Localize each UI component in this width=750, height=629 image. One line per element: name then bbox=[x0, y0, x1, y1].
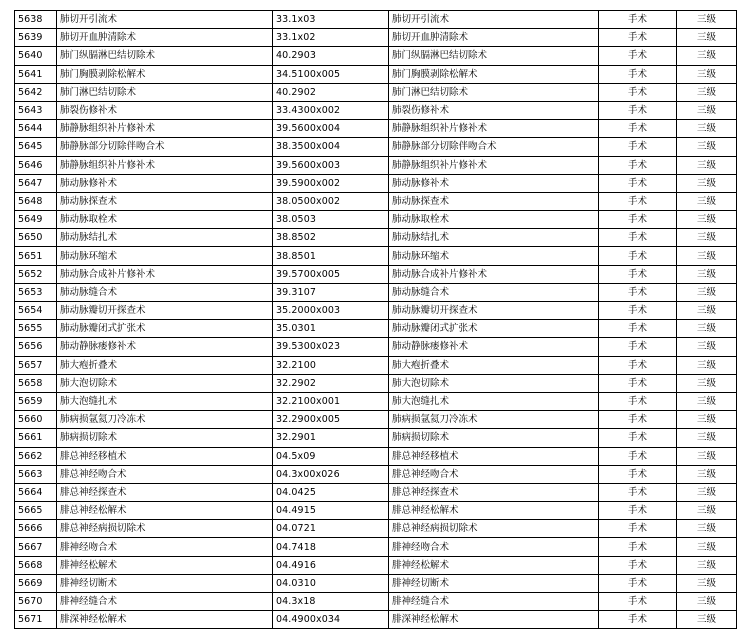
row-type: 手术 bbox=[599, 447, 677, 465]
surgery-code-table bbox=[14, 10, 737, 629]
row-code: 5642 bbox=[15, 83, 57, 101]
row-level: 三级 bbox=[677, 502, 737, 520]
row-level: 三级 bbox=[677, 538, 737, 556]
table-row bbox=[15, 556, 737, 574]
row-name: 腓总神经移植术 bbox=[57, 447, 273, 465]
row-level: 三级 bbox=[677, 447, 737, 465]
row-level: 三级 bbox=[677, 520, 737, 538]
table-row bbox=[15, 338, 737, 356]
table-row bbox=[15, 192, 737, 210]
row-alias: 肺动静脉瘘修补术 bbox=[389, 338, 599, 356]
row-alias: 腓神经切断术 bbox=[389, 574, 599, 592]
table-row bbox=[15, 283, 737, 301]
row-type: 手术 bbox=[599, 192, 677, 210]
row-alias: 肺动脉探查术 bbox=[389, 192, 599, 210]
row-name: 肺病损氩氦刀冷冻术 bbox=[57, 411, 273, 429]
row-icd: 39.5300x023 bbox=[273, 338, 389, 356]
table-row bbox=[15, 11, 737, 29]
row-alias: 肺大疱折叠术 bbox=[389, 356, 599, 374]
row-icd: 38.0500x002 bbox=[273, 192, 389, 210]
row-level: 三级 bbox=[677, 211, 737, 229]
row-level: 三级 bbox=[677, 556, 737, 574]
row-code: 5658 bbox=[15, 374, 57, 392]
row-type: 手术 bbox=[599, 556, 677, 574]
row-code: 5648 bbox=[15, 192, 57, 210]
row-name: 肺静脉部分切除伴吻合术 bbox=[57, 138, 273, 156]
row-type: 手术 bbox=[599, 229, 677, 247]
row-alias: 肺动脉环缩术 bbox=[389, 247, 599, 265]
row-name: 肺大泡缝扎术 bbox=[57, 392, 273, 410]
row-alias: 肺动脉瓣切开探查术 bbox=[389, 302, 599, 320]
row-type: 手术 bbox=[599, 283, 677, 301]
row-type: 手术 bbox=[599, 465, 677, 483]
table-body bbox=[15, 11, 737, 629]
row-name: 肺门纵膈淋巴结切除术 bbox=[57, 47, 273, 65]
row-code: 5640 bbox=[15, 47, 57, 65]
row-icd: 39.5700x005 bbox=[273, 265, 389, 283]
row-name: 肺静脉组织补片修补术 bbox=[57, 120, 273, 138]
row-type: 手术 bbox=[599, 520, 677, 538]
row-type: 手术 bbox=[599, 138, 677, 156]
row-type: 手术 bbox=[599, 411, 677, 429]
row-name: 腓神经切断术 bbox=[57, 574, 273, 592]
table-row bbox=[15, 101, 737, 119]
row-type: 手术 bbox=[599, 265, 677, 283]
row-alias: 肺裂伤修补术 bbox=[389, 101, 599, 119]
row-level: 三级 bbox=[677, 47, 737, 65]
row-alias: 肺大泡切除术 bbox=[389, 374, 599, 392]
row-code: 5645 bbox=[15, 138, 57, 156]
row-code: 5649 bbox=[15, 211, 57, 229]
row-type: 手术 bbox=[599, 65, 677, 83]
row-code: 5653 bbox=[15, 283, 57, 301]
row-type: 手术 bbox=[599, 11, 677, 29]
row-code: 5652 bbox=[15, 265, 57, 283]
row-code: 5656 bbox=[15, 338, 57, 356]
row-type: 手术 bbox=[599, 574, 677, 592]
row-level: 三级 bbox=[677, 83, 737, 101]
row-type: 手术 bbox=[599, 502, 677, 520]
row-alias: 腓神经松解术 bbox=[389, 556, 599, 574]
row-icd: 33.1x02 bbox=[273, 29, 389, 47]
row-name: 肺切开引流术 bbox=[57, 11, 273, 29]
row-name: 肺动脉瓣切开探查术 bbox=[57, 302, 273, 320]
row-level: 三级 bbox=[677, 120, 737, 138]
row-name: 肺动脉合成补片修补术 bbox=[57, 265, 273, 283]
row-code: 5644 bbox=[15, 120, 57, 138]
row-level: 三级 bbox=[677, 338, 737, 356]
table-row bbox=[15, 229, 737, 247]
row-code: 5661 bbox=[15, 429, 57, 447]
row-name: 肺病损切除术 bbox=[57, 429, 273, 447]
row-icd: 32.2100 bbox=[273, 356, 389, 374]
row-alias: 肺病损氩氦刀冷冻术 bbox=[389, 411, 599, 429]
row-alias: 腓总神经探查术 bbox=[389, 483, 599, 501]
row-name: 肺动脉瓣闭式扩张术 bbox=[57, 320, 273, 338]
row-type: 手术 bbox=[599, 356, 677, 374]
row-level: 三级 bbox=[677, 138, 737, 156]
table-row bbox=[15, 611, 737, 629]
row-code: 5655 bbox=[15, 320, 57, 338]
row-icd: 38.8502 bbox=[273, 229, 389, 247]
row-alias: 肺门胸膜剥除松解术 bbox=[389, 65, 599, 83]
row-alias: 肺切开引流术 bbox=[389, 11, 599, 29]
row-code: 5662 bbox=[15, 447, 57, 465]
table-row bbox=[15, 83, 737, 101]
table-row bbox=[15, 47, 737, 65]
table-row bbox=[15, 302, 737, 320]
table-row bbox=[15, 65, 737, 83]
row-type: 手术 bbox=[599, 611, 677, 629]
row-level: 三级 bbox=[677, 429, 737, 447]
table-row bbox=[15, 320, 737, 338]
row-code: 5639 bbox=[15, 29, 57, 47]
row-icd: 40.2903 bbox=[273, 47, 389, 65]
row-icd: 38.8501 bbox=[273, 247, 389, 265]
row-code: 5664 bbox=[15, 483, 57, 501]
row-name: 肺动静脉瘘修补术 bbox=[57, 338, 273, 356]
row-alias: 肺静脉部分切除伴吻合术 bbox=[389, 138, 599, 156]
row-level: 三级 bbox=[677, 156, 737, 174]
row-icd: 35.0301 bbox=[273, 320, 389, 338]
row-type: 手术 bbox=[599, 320, 677, 338]
row-icd: 04.4900x034 bbox=[273, 611, 389, 629]
table-row bbox=[15, 120, 737, 138]
row-level: 三级 bbox=[677, 574, 737, 592]
table-row bbox=[15, 593, 737, 611]
row-level: 三级 bbox=[677, 247, 737, 265]
row-level: 三级 bbox=[677, 29, 737, 47]
row-icd: 33.4300x002 bbox=[273, 101, 389, 119]
row-type: 手术 bbox=[599, 374, 677, 392]
row-icd: 32.2902 bbox=[273, 374, 389, 392]
row-icd: 35.2000x003 bbox=[273, 302, 389, 320]
table-row bbox=[15, 247, 737, 265]
table-row bbox=[15, 429, 737, 447]
row-level: 三级 bbox=[677, 611, 737, 629]
row-alias: 腓神经吻合术 bbox=[389, 538, 599, 556]
row-level: 三级 bbox=[677, 65, 737, 83]
row-icd: 32.2900x005 bbox=[273, 411, 389, 429]
row-icd: 04.0721 bbox=[273, 520, 389, 538]
row-type: 手术 bbox=[599, 174, 677, 192]
row-alias: 肺动脉结扎术 bbox=[389, 229, 599, 247]
row-name: 腓神经缝合术 bbox=[57, 593, 273, 611]
row-code: 5666 bbox=[15, 520, 57, 538]
row-code: 5668 bbox=[15, 556, 57, 574]
row-name: 肺裂伤修补术 bbox=[57, 101, 273, 119]
row-code: 5650 bbox=[15, 229, 57, 247]
row-type: 手术 bbox=[599, 483, 677, 501]
row-type: 手术 bbox=[599, 120, 677, 138]
row-icd: 32.2100x001 bbox=[273, 392, 389, 410]
row-alias: 腓深神经松解术 bbox=[389, 611, 599, 629]
table-row bbox=[15, 538, 737, 556]
row-type: 手术 bbox=[599, 302, 677, 320]
row-code: 5669 bbox=[15, 574, 57, 592]
row-code: 5667 bbox=[15, 538, 57, 556]
row-type: 手术 bbox=[599, 429, 677, 447]
table-row bbox=[15, 156, 737, 174]
row-alias: 腓总神经松解术 bbox=[389, 502, 599, 520]
row-name: 腓深神经松解术 bbox=[57, 611, 273, 629]
table-row bbox=[15, 211, 737, 229]
row-icd: 32.2901 bbox=[273, 429, 389, 447]
row-alias: 腓神经缝合术 bbox=[389, 593, 599, 611]
row-name: 肺动脉结扎术 bbox=[57, 229, 273, 247]
row-type: 手术 bbox=[599, 247, 677, 265]
row-name: 肺动脉探查术 bbox=[57, 192, 273, 210]
row-icd: 04.4916 bbox=[273, 556, 389, 574]
row-type: 手术 bbox=[599, 83, 677, 101]
row-alias: 腓总神经吻合术 bbox=[389, 465, 599, 483]
row-name: 肺动脉修补术 bbox=[57, 174, 273, 192]
row-icd: 39.5900x002 bbox=[273, 174, 389, 192]
row-code: 5663 bbox=[15, 465, 57, 483]
row-icd: 04.0310 bbox=[273, 574, 389, 592]
row-level: 三级 bbox=[677, 356, 737, 374]
table-row bbox=[15, 502, 737, 520]
row-name: 腓总神经病损切除术 bbox=[57, 520, 273, 538]
row-level: 三级 bbox=[677, 465, 737, 483]
row-code: 5647 bbox=[15, 174, 57, 192]
row-level: 三级 bbox=[677, 374, 737, 392]
table-row bbox=[15, 29, 737, 47]
row-icd: 04.3x18 bbox=[273, 593, 389, 611]
row-level: 三级 bbox=[677, 320, 737, 338]
row-alias: 肺动脉取栓术 bbox=[389, 211, 599, 229]
row-type: 手术 bbox=[599, 156, 677, 174]
row-name: 肺动脉取栓术 bbox=[57, 211, 273, 229]
row-alias: 腓总神经病损切除术 bbox=[389, 520, 599, 538]
table-row bbox=[15, 574, 737, 592]
row-alias: 肺静脉组织补片修补术 bbox=[389, 156, 599, 174]
row-code: 5638 bbox=[15, 11, 57, 29]
row-code: 5671 bbox=[15, 611, 57, 629]
row-alias: 肺动脉合成补片修补术 bbox=[389, 265, 599, 283]
row-icd: 34.5100x005 bbox=[273, 65, 389, 83]
row-name: 腓总神经探查术 bbox=[57, 483, 273, 501]
table-row bbox=[15, 138, 737, 156]
row-alias: 肺病损切除术 bbox=[389, 429, 599, 447]
table-row bbox=[15, 265, 737, 283]
row-name: 肺静脉组织补片修补术 bbox=[57, 156, 273, 174]
row-name: 肺门胸膜剥除松解术 bbox=[57, 65, 273, 83]
row-level: 三级 bbox=[677, 192, 737, 210]
row-icd: 40.2902 bbox=[273, 83, 389, 101]
row-code: 5651 bbox=[15, 247, 57, 265]
table-row bbox=[15, 356, 737, 374]
row-icd: 39.5600x003 bbox=[273, 156, 389, 174]
row-alias: 肺门纵膈淋巴结切除术 bbox=[389, 47, 599, 65]
row-code: 5654 bbox=[15, 302, 57, 320]
row-name: 肺门淋巴结切除术 bbox=[57, 83, 273, 101]
table-row bbox=[15, 374, 737, 392]
row-code: 5643 bbox=[15, 101, 57, 119]
row-code: 5659 bbox=[15, 392, 57, 410]
row-level: 三级 bbox=[677, 302, 737, 320]
row-alias: 肺大泡缝扎术 bbox=[389, 392, 599, 410]
row-level: 三级 bbox=[677, 101, 737, 119]
row-level: 三级 bbox=[677, 174, 737, 192]
row-alias: 肺动脉修补术 bbox=[389, 174, 599, 192]
row-alias: 腓总神经移植术 bbox=[389, 447, 599, 465]
row-alias: 肺门淋巴结切除术 bbox=[389, 83, 599, 101]
row-icd: 04.7418 bbox=[273, 538, 389, 556]
row-icd: 04.5x09 bbox=[273, 447, 389, 465]
row-name: 肺大疱折叠术 bbox=[57, 356, 273, 374]
row-icd: 04.3x00x026 bbox=[273, 465, 389, 483]
row-level: 三级 bbox=[677, 283, 737, 301]
table-row bbox=[15, 174, 737, 192]
row-type: 手术 bbox=[599, 593, 677, 611]
row-alias: 肺动脉缝合术 bbox=[389, 283, 599, 301]
row-name: 腓神经松解术 bbox=[57, 556, 273, 574]
row-code: 5665 bbox=[15, 502, 57, 520]
row-code: 5641 bbox=[15, 65, 57, 83]
row-type: 手术 bbox=[599, 47, 677, 65]
row-name: 肺动脉缝合术 bbox=[57, 283, 273, 301]
row-name: 腓总神经吻合术 bbox=[57, 465, 273, 483]
table-row bbox=[15, 465, 737, 483]
row-name: 肺动脉环缩术 bbox=[57, 247, 273, 265]
row-type: 手术 bbox=[599, 211, 677, 229]
row-level: 三级 bbox=[677, 392, 737, 410]
table-row bbox=[15, 447, 737, 465]
row-alias: 肺切开血肿清除术 bbox=[389, 29, 599, 47]
table-row bbox=[15, 483, 737, 501]
row-icd: 39.3107 bbox=[273, 283, 389, 301]
row-icd: 33.1x03 bbox=[273, 11, 389, 29]
row-code: 5646 bbox=[15, 156, 57, 174]
row-code: 5670 bbox=[15, 593, 57, 611]
row-level: 三级 bbox=[677, 411, 737, 429]
row-alias: 肺静脉组织补片修补术 bbox=[389, 120, 599, 138]
table-row bbox=[15, 411, 737, 429]
row-type: 手术 bbox=[599, 29, 677, 47]
row-name: 肺切开血肿清除术 bbox=[57, 29, 273, 47]
row-level: 三级 bbox=[677, 229, 737, 247]
row-type: 手术 bbox=[599, 338, 677, 356]
row-level: 三级 bbox=[677, 265, 737, 283]
row-type: 手术 bbox=[599, 101, 677, 119]
row-code: 5660 bbox=[15, 411, 57, 429]
row-type: 手术 bbox=[599, 392, 677, 410]
row-code: 5657 bbox=[15, 356, 57, 374]
row-name: 腓总神经松解术 bbox=[57, 502, 273, 520]
row-alias: 肺动脉瓣闭式扩张术 bbox=[389, 320, 599, 338]
row-icd: 39.5600x004 bbox=[273, 120, 389, 138]
row-type: 手术 bbox=[599, 538, 677, 556]
row-name: 腓神经吻合术 bbox=[57, 538, 273, 556]
row-level: 三级 bbox=[677, 593, 737, 611]
row-level: 三级 bbox=[677, 483, 737, 501]
row-icd: 04.4915 bbox=[273, 502, 389, 520]
row-icd: 38.0503 bbox=[273, 211, 389, 229]
table-row bbox=[15, 392, 737, 410]
row-icd: 04.0425 bbox=[273, 483, 389, 501]
row-name: 肺大泡切除术 bbox=[57, 374, 273, 392]
row-icd: 38.3500x004 bbox=[273, 138, 389, 156]
row-level: 三级 bbox=[677, 11, 737, 29]
